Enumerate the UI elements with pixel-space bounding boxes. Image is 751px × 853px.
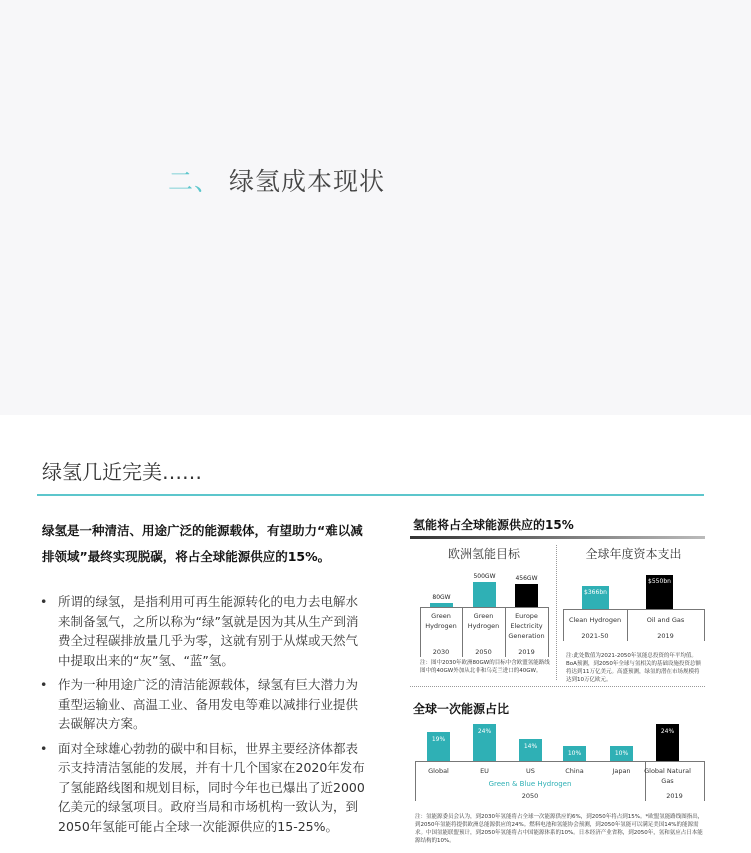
separator — [410, 686, 705, 687]
group-year: 2050 — [521, 792, 539, 800]
value-label: 24% — [477, 728, 492, 735]
category-label: EU — [480, 767, 489, 775]
value-label: 14% — [523, 743, 538, 751]
bar — [430, 603, 453, 607]
category-label: Clean Hydrogen — [568, 616, 622, 624]
year-label: 2030 — [432, 648, 450, 656]
category-label: Europe Electricity Generation — [508, 612, 545, 640]
value-label: $550bn — [648, 578, 671, 585]
section-heading: 绿氢几近完美…… — [42, 460, 202, 484]
heading-divider — [37, 494, 704, 496]
chart3-title: 全球一次能源占比 — [413, 702, 510, 716]
bullet-list — [40, 592, 365, 841]
title-band — [0, 0, 751, 415]
value-label: 500GW — [473, 573, 496, 580]
value-label: 456GW — [515, 575, 538, 583]
category-label: Global Natural Gas — [644, 767, 691, 785]
value-label: 19% — [431, 735, 446, 743]
lead-text: 绿氢是一种清洁、用途广泛的能源载体，有望助力“难以减排领域”最终实现脱碳，将占全球能源供应的15%。 — [42, 523, 363, 564]
category-label: US — [526, 767, 535, 775]
category-label: Oil and Gas — [646, 616, 685, 624]
other-year: 2019 — [666, 792, 683, 800]
slide-number: 二、 — [168, 167, 221, 196]
bullet-item: • 所谓的绿氢，是指利用可再生能源转化的电力去电解水来制备氢气，之所以称为“绿”氢就是因为其从生产到消费全过程碳排放量几乎为零，这就有别于从煤或天然气中提取出来的“灰”氢、“蓝”氢。 — [40, 592, 365, 670]
category-label: China — [565, 767, 584, 775]
bullet-item: • 作为一种用途广泛的清洁能源载体，绿氢有巨大潜力为重型运输业、高温工业、备用发电等难以减排行业提供去碳解决方案。 — [40, 675, 365, 734]
bar — [473, 582, 496, 607]
slide-title — [168, 162, 385, 198]
chart2-note: 注:此处数值为2021-2050年氢能总投资的年平均值。BoA预测，到2050年全球与氢相关的基础设施投资总额将达到11万亿美元。高盛预测，绿氢的潜在市场规模将达到10万亿欧元。 — [566, 653, 701, 683]
year-label: 2019 — [518, 648, 535, 656]
value-label: 24% — [660, 728, 675, 735]
chart3-note: 注：氢能源委员会认为，到2030年氢能将占全球一次能源供应的6%，到2050年将占到15%。*欧盟氢能路线图指出，到2050年氢能将提供欧洲总能源供应的24%。燃料电池和氢能协会预测，到2050年氢能可以满足美国14%的能源需求。中国氢能联盟预计，到2050年氢能将占中国能源体系的10%。日本经济产业省称，到2050年，氢和氨应占日本能源结构的10%。 — [415, 814, 704, 844]
value-label: 10% — [614, 749, 629, 757]
panel-title: 氢能将占全球能源供应的15% — [413, 518, 574, 532]
year-label: 2019 — [657, 632, 674, 640]
category-label: Japan — [612, 767, 631, 775]
year-label: 2021-50 — [581, 632, 609, 640]
bullet-item: • 面对全球雄心勃勃的碳中和目标，世界主要经济体都表示支持清洁氢能的发展，并有十几个国家在2020年发布了氢能路线图和规划目标，同时今年也已爆出了近2000亿美元的绿氢项目。政府当局和市场机构一致认为，到2050年氢能可能占全球一次能源供应的15-25%。 — [40, 739, 365, 837]
category-label: Global — [428, 767, 449, 775]
chart1-title: 欧洲氢能目标 — [447, 547, 520, 561]
value-label: 80GW — [432, 594, 451, 601]
group-label: Green & Blue Hydrogen — [488, 780, 572, 788]
category-label: Green Hydrogen — [467, 612, 500, 630]
value-label: $366bn — [584, 589, 607, 597]
value-label: 10% — [567, 749, 582, 757]
year-label: 2050 — [475, 648, 492, 656]
panel-title-underline — [410, 536, 705, 539]
bar — [515, 584, 538, 607]
slide-title-text: 绿氢成本现状 — [228, 167, 385, 196]
category-label: Green Hydrogen — [425, 612, 457, 630]
chart2-title: 全球年度资本支出 — [585, 547, 682, 561]
chart1-note: 注：图中2030年欧洲80GW的目标中含欧盟氢能路线图中的40GW外加从北非和乌克兰进口的40GW。 — [420, 660, 550, 674]
separator — [556, 545, 557, 680]
